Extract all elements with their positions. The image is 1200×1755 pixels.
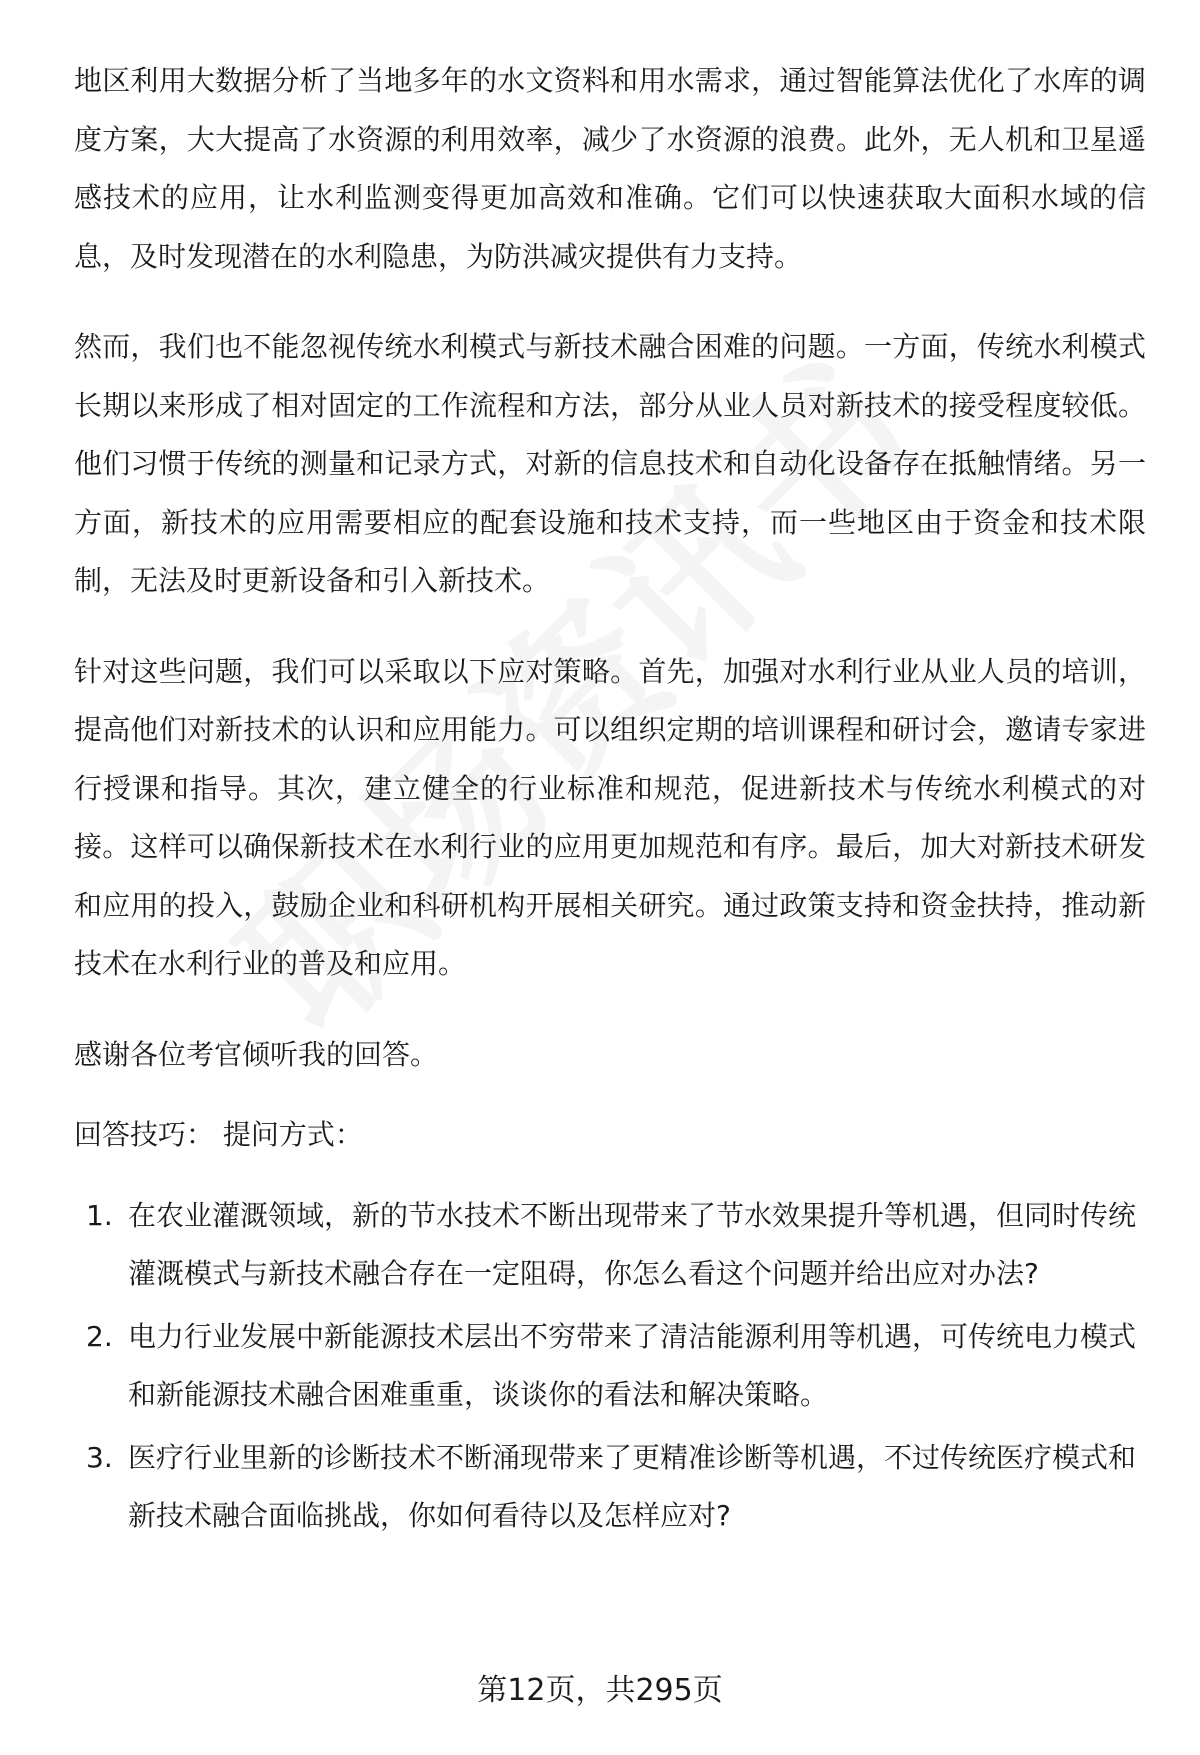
list-item (74, 1187, 1146, 1304)
page-footer: 第12页，共295页 (477, 1673, 723, 1708)
list-item (74, 1429, 1146, 1546)
list-number: 2. (86, 1319, 113, 1353)
list-text: 医疗行业里新的诊断技术不断涌现带来了更精准诊断等机遇，不过传统医疗模式和新技术融合面临挑战，你如何看待以及怎样应对? (128, 1440, 1137, 1532)
document-body (74, 52, 1146, 1550)
list-text: 在农业灌溉领域，新的节水技术不断出现带来了节水效果提升等机遇，但同时传统灌溉模式与新技术融合存在一定阻碍，你怎么看这个问题并给出应对办法? (128, 1198, 1137, 1290)
paragraph-3: 针对这些问题，我们可以采取以下应对策略。首先，加强对水利行业从业人员的培训，提高他们对新技术的认识和应用能力。可以组织定期的培训课程和研讨会，邀请专家进行授课和指导。其次，建立健全的行业标准和规范，促进新技术与传统水利模式的对接。这样可以确保新技术在水利行业的应用更加规范和有序。最后，加大对新技术研发和应用的投入，鼓励企业和科研机构开展相关研究。通过政策支持和资金扶持，推动新技术在水利行业的普及和应用。 (74, 654, 1146, 980)
list-item (74, 1308, 1146, 1425)
paragraph-1: 地区利用大数据分析了当地多年的水文资料和用水需求，通过智能算法优化了水库的调度方案，大大提高了水资源的利用效率，减少了水资源的浪费。此外，无人机和卫星遥感技术的应用，让水利监测变得更加高效和准确。它们可以快速获取大面积水域的信息，及时发现潜在的水利隐患，为防洪减灾提供有力支持。 (74, 64, 1146, 273)
question-list (74, 1187, 1146, 1546)
list-number: 3. (86, 1440, 113, 1474)
list-text: 电力行业发展中新能源技术层出不穷带来了清洁能源利用等机遇，可传统电力模式和新能源技术融合困难重重，谈谈你的看法和解决策略。 (128, 1319, 1137, 1411)
paragraph-2: 然而，我们也不能忽视传统水利模式与新技术融合困难的问题。一方面，传统水利模式长期以来形成了相对固定的工作流程和方法，部分从业人员对新技术的接受程度较低。他们习惯于传统的测量和记录方式，对新的信息技术和自动化设备存在抵触情绪。另一方面，新技术的应用需要相应的配套设施和技术支持，而一些地区由于资金和技术限制，无法及时更新设备和引入新技术。 (74, 330, 1146, 597)
paragraph-tips: 回答技巧： 提问方式： (74, 1118, 363, 1151)
list-number: 1. (86, 1198, 113, 1232)
paragraph-thanks: 感谢各位考官倾听我的回答。 (74, 1037, 439, 1071)
